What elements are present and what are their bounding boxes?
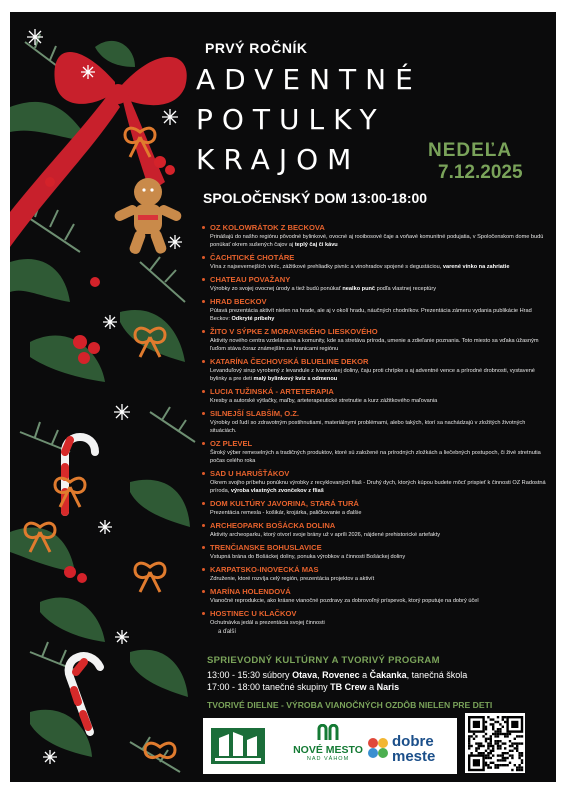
exhibitor-name: OZ KOLOWRÁTOK Z BECKOVA xyxy=(210,223,325,232)
exhibitor-item xyxy=(208,223,548,249)
exhibitor-description: Široký výber remeselných a tradičných produktov, ktoré sú založené na prírodných zložkách a liečebných postupoch, či živé stretnutia počas celého roka xyxy=(210,450,541,464)
exhibitor-description: Vianočné reprodukcie, ako krásne vianočné pozdravy za dobrovoľný príspevok, ktorý poputuje na dobrý účel xyxy=(210,598,479,604)
dobre-text: dobre xyxy=(392,733,434,750)
exhibitor-description: Združenie, ktoré rozvíja celý región, prezentácia projektov a aktivít xyxy=(210,576,375,582)
poster xyxy=(10,12,556,782)
exhibitor-description: Prinášajú do našho regiónu pôvodné bylinkové, ovocné aj rooibosové čaje a voňavé komunitné podujatia, v Spoločenskom dome budú ponúkať okrem sušených čajov aj teplý čaj či kávu xyxy=(210,234,544,248)
exhibitor-name: ČACHTICKÉ CHOTÁRE xyxy=(210,253,295,262)
exhibitor-description: Levanduľový sirup vyrobený z levandule z Ivanovskej doliny, čaju proti chrípke a aj adventné vence a prírodné drobnosti, vystavené bylinky a pre deti malý bylinkový kvíz s odmenou xyxy=(210,368,535,382)
nove-mesto-emblem-icon xyxy=(317,724,339,740)
exhibitor-name: SILNEJŠÍ SLABŠÍM, O.Z. xyxy=(210,409,300,418)
exhibitor-description: Ochutnávka jedál a prezentácia svojej činnosti xyxy=(210,620,325,626)
exhibitor-item xyxy=(208,357,548,383)
exhibitor-description: Pútavá prezentácia aktivít nielen na hrade, ale aj v okolí hradu, náučných chodníkov. Prezentácia zámeru vydania publikácie Hrad Beckov: Odkryté príbehy xyxy=(210,308,532,322)
exhibitor-name: DOM KULTÚRY JAVORINA, STARÁ TURÁ xyxy=(210,499,359,508)
exhibitor-item xyxy=(208,587,548,605)
exhibitor-description: Prezentácia remesla - košikár, krojárka, paličkovanie a ďalšie xyxy=(210,510,362,516)
partner-logo-icon xyxy=(209,724,267,768)
exhibitor-description: Okrem svojho príbehu ponúknu výrobky z recyklovaných fliaš - Druhý dych, ktorých kúpou budete môcť prispieť k činnosti OZ Radostná príroda, výroba vlastných zvončekov z fliaš xyxy=(210,480,546,494)
exhibitor-description: Vstupná brána do Bošáckej doliny, ponuka výrobkov a činnosti Bošáckej doliny xyxy=(210,554,406,560)
sponsor-logos xyxy=(203,718,457,774)
exhibitor-item xyxy=(208,565,548,583)
event-date: 7.12.2025 xyxy=(438,162,523,183)
title-line-3: KRAJOM xyxy=(196,143,361,176)
exhibitor-item xyxy=(208,275,548,293)
exhibitor-name: CHATEAU POVAŽANY xyxy=(210,275,291,284)
exhibitor-description: Vína z najsevernejších viníc, zážitkové prehliadky pivníc a vinohradov spojené s degustáciou, varené vínko na zahriatie xyxy=(210,264,510,270)
christmas-decoration xyxy=(10,12,200,782)
dobre-v-meste-emblem-icon xyxy=(366,736,390,760)
exhibitor-name: KARPATSKO-INOVECKÁ MAS xyxy=(210,565,319,574)
and-more-label: a ďalší xyxy=(218,629,237,635)
exhibitor-item xyxy=(208,499,548,517)
workshops-label: TVORIVÉ DIELNE - VÝROBA VIANOČNÝCH OZDÔB NIELEN PRE DETI xyxy=(207,700,493,710)
meste-text: meste xyxy=(392,748,436,765)
edition-label: PRVÝ ROČNÍK xyxy=(205,40,308,56)
exhibitor-item xyxy=(208,439,548,465)
nove-mesto-sub: NAD VÁHOM xyxy=(306,756,350,762)
exhibitor-name: ARCHEOPARK BOŠÁCKA DOLINA xyxy=(210,521,336,530)
exhibitor-name: HRAD BECKOV xyxy=(210,297,267,306)
venue-time: SPOLOČENSKÝ DOM 13:00-18:00 xyxy=(203,190,428,206)
nove-mesto-name: NOVÉ MESTO xyxy=(293,744,363,756)
title-line-2: POTULKY xyxy=(196,103,386,136)
exhibitor-item xyxy=(208,253,548,271)
exhibitor-item xyxy=(208,469,548,495)
exhibitor-name: ŽITO V SÝPKE Z MORAVSKÉHO LIESKOVÉHO xyxy=(210,327,378,336)
program-line-2: 17:00 - 18:00 tanečné skupiny TB Crew a Naris xyxy=(207,682,400,692)
exhibitor-name: MARÍNA HOLENDOVÁ xyxy=(210,587,291,596)
exhibitor-description: Aktivity archeoparku, ktorý otvorí svoje brány už v apríli 2026, nájdené prehistorické artefakty xyxy=(210,532,441,538)
exhibitor-description: Výrobky od ľudí so zdravotným postihnutiami, materiálnymi problémami, alebo takých, ktorí sa nachádzajú v zložitých životných situáciách. xyxy=(210,420,526,434)
exhibitor-name: HOSTINEC U KLAČKOV xyxy=(210,609,297,618)
exhibitor-item xyxy=(208,387,548,405)
program-title: SPRIEVODNÝ KULTÚRNY A TVORIVÝ PROGRAM xyxy=(207,655,440,666)
qr-code-icon[interactable] xyxy=(465,713,525,773)
nove-mesto-logo xyxy=(293,724,363,762)
exhibitor-name: LUCIA TUŽINSKÁ - ARTETERAPIA xyxy=(210,387,334,396)
exhibitor-description: Výrobky zo svojej ovocnej úrody a tiež budú ponúkať nealko punč podľa vlastnej receptúry xyxy=(210,286,437,292)
exhibitor-item xyxy=(208,609,548,627)
exhibitor-item xyxy=(208,521,548,539)
exhibitor-name: SAD U HARUŠŤÁKOV xyxy=(210,469,290,478)
exhibitor-item xyxy=(208,409,548,435)
title-line-1: ADVENTNÉ xyxy=(196,63,422,96)
exhibitor-name: OZ PLEVEL xyxy=(210,439,253,448)
exhibitor-description: Aktivity nového centra vzdelávania a komunity, kde sa stretáva príroda, umenie a zdieľanie poznania. Toto miesto sa vďaka úžasným ľuďom stáva čoraz známejším za hranicami regiónu xyxy=(210,338,539,352)
event-day: NEDEĽA xyxy=(428,140,513,161)
exhibitor-description: Kresby a autorské výtlačky, maľby, arteterapeutické stretnutie a kurz zážitkového maľovania xyxy=(210,398,438,404)
exhibitor-name: TRENČIANSKE BOHUSLAVICE xyxy=(210,543,322,552)
holly-leaves-icon xyxy=(10,41,190,757)
exhibitor-list xyxy=(208,223,548,631)
dobre-v-meste-logo xyxy=(366,730,454,766)
exhibitor-item xyxy=(208,543,548,561)
program-line-1: 13:00 - 15:30 súbory Otava, Rovenec a Čakanka, tanečná škola xyxy=(207,670,468,680)
exhibitor-item xyxy=(208,327,548,353)
exhibitor-item xyxy=(208,297,548,323)
exhibitor-name: KATARÍNA ČECHOVSKÁ BLUELINE DEKOR xyxy=(210,357,369,366)
